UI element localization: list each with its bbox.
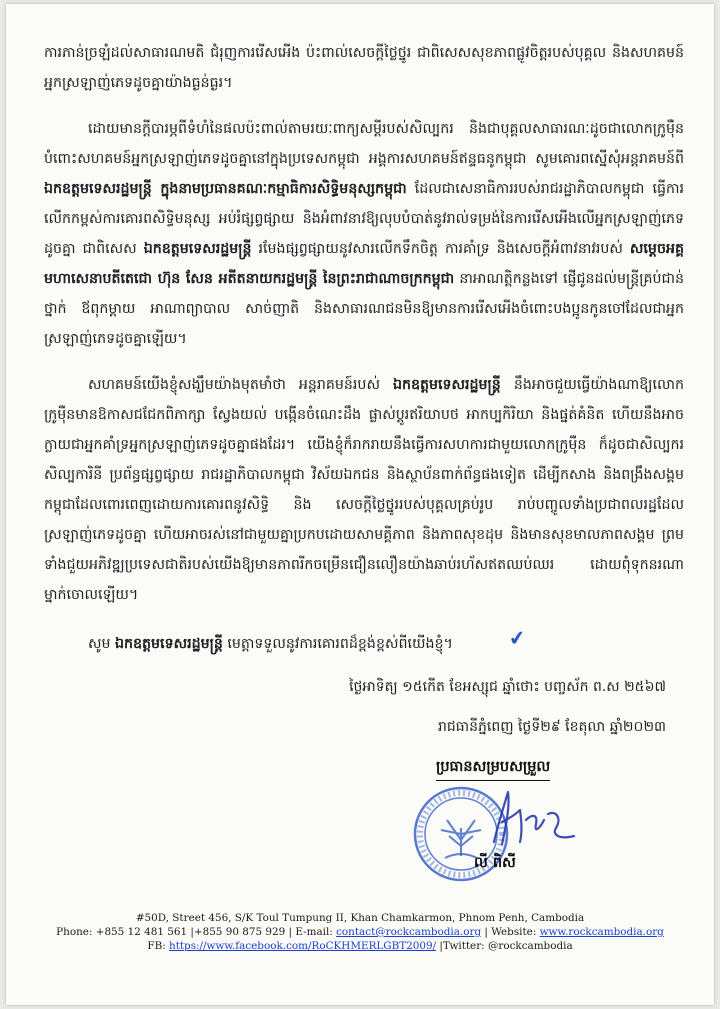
bold-former-pm: សម្តេចអគ្គមហាសេនាបតីតេជោ ហ៊ុន សែន អតីតនាយករដ្ឋមន្ត្រី នៃព្រះរាជាណាចក្រកម្ពុជា — [44, 241, 684, 287]
paragraph-3-text: សហគមន៍យើងខ្ញុំសង្ឃឹមយ៉ាងមុតមាំថា អន្តរាគមន៍របស់ — [88, 377, 380, 393]
letterhead-footer — [6, 911, 714, 953]
paragraph-3-text: នឹងអាចជួយធ្វើយ៉ាងណាឱ្យលោកក្រូម៉ឺនមានឱកាសជជែកពិភាក្សា ស្វែងយល់ បង្កើនចំណេះដឹង ផ្លាស់ប្តូរឥរិយាបថ អាកប្បកិរិយា និងផ្នត់គំនិត ហើយនឹងអាចក្លាយជាអ្នកគាំទ្រអ្នកស្រឡាញ់ភេទដូចគ្នាផងដែរ។ យើងខ្ញុំក៏រាករាយនឹងធ្វើការសហការជាមួយលោកក្រូម៉ឺន ក៏ដូចជាសិល្បករ សិល្បការិនី ប្រព័ន្ធផ្សព្វផ្សាយ រាជរដ្ឋាភិបាលកម្ពុជា វិស័យឯកជន និងស្ថាប័នពាក់ព័ន្ធផងទៀត ដើម្បីកសាង និងពង្រឹងសង្គមកម្ពុជាដែលពោរពេញដោយការគោរពនូវសិទ្ធិ និង សេចក្តីថ្លៃថ្នូររបស់បុគ្គលគ្រប់រូប រាប់បញ្ចូលទាំងប្រជាពលរដ្ឋដែលស្រឡាញ់ភេទដូចគ្នា ហើយអាចរស់នៅជាមួយគ្នាប្រកបដោយសាមគ្គីភាព និងភាពសុខដុម និងមានសុខមាលភាពសង្គម ព្រមទាំងជួយអភិវឌ្ឍប្រទេសជាតិរបស់យើងឱ្យមានភាពរីកចម្រើនជឿនលឿនយ៉ាងឆាប់រហ័សឥតឈប់ឈរ ដោយពុំទុកនរណាម្នាក់ចោលឡើយ។ — [44, 377, 684, 603]
bold-recipient-name: ឯកឧត្តមទេសរដ្ឋមន្ត្រី — [393, 377, 501, 393]
bold-recipient-title: ឯកឧត្តមទេសរដ្ឋមន្ត្រី ក្នុងនាមប្រធានគណៈកម្មាធិការសិទ្ធិមនុស្សកម្ពុជា — [44, 181, 407, 197]
footer-fb-label: FB: — [147, 940, 170, 952]
bold-recipient-name: ឯកឧត្តមទេសរដ្ឋមន្ត្រី — [143, 241, 252, 257]
paragraph-4 — [44, 626, 684, 659]
paragraph-1-text: ការភាន់ច្រឡំដល់សាធារណមតិ ជំរុញការរើសអើង ប៉ះពាល់សេចក្តីថ្លៃថ្នូរ ជាពិសេសសុខភាពផ្លូវចិត្តរបស់បុគ្គល និងសហគមន៍អ្នកស្រឡាញ់ភេទដូចគ្នាយ៉ាងធ្ងន់ធ្ងរ។ — [44, 45, 684, 91]
paragraph-4-text: សូម — [88, 636, 111, 652]
footer-phone: Phone: +855 12 481 561 |+855 90 875 929 | E-mail: — [56, 926, 337, 938]
signer-name: លី ពិសី — [474, 855, 516, 871]
paragraph-1 — [44, 38, 684, 98]
letter-page — [6, 4, 714, 1005]
footer-website-link[interactable]: www.rockcambodia.org — [539, 926, 664, 938]
handwritten-signature-icon — [476, 784, 586, 854]
footer-contact-line — [6, 925, 714, 939]
footer-address: #50D, Street 456, S/K Toul Tumpung II, Khan Chamkarmon, Phnom Penh, Cambodia — [135, 912, 585, 924]
signer-title: ប្រធានសម្របសម្រួល — [436, 758, 550, 781]
lunar-date: ថ្ងៃអាទិត្យ ១៥កើត ខែអស្សុជ ឆ្នាំថោះ បញ្ចស័ក ព.ស ២៥៦៧ — [349, 679, 666, 695]
paragraph-4-text: មេត្តាទទួលនូវការគោរពដ៏ខ្ពង់ខ្ពស់ពីយើងខ្ញុំ។ — [227, 636, 453, 652]
footer-website-label: | Website: — [481, 926, 540, 938]
footer-twitter: |Twitter: @rockcambodia — [436, 940, 573, 952]
paragraph-3 — [44, 370, 684, 610]
paragraph-2-text: រមែងផ្សព្វផ្សាយនូវសារលើកទឹកចិត្ត ការគាំទ្រ និងសេចក្តីអំពាវនាវរបស់ — [258, 241, 623, 257]
solar-date: រាជធានីភ្នំពេញ ថ្ងៃទី២៩ ខែតុលា ឆ្នាំ២០២៣ — [438, 719, 666, 735]
footer-social-line — [6, 939, 714, 953]
paragraph-2-text: ដែលជាសេនាធិការរបស់រាជរដ្ឋាភិបាលកម្ពុជា ធ្វើការលើកកម្ពស់ការគោរពសិទ្ធិមនុស្ស អប់រំផ្សព្វផ្សាយ និងអំពាវនាវឱ្យលុបបំបាត់នូវរាល់ទម្រង់នៃការរើសអើងលើអ្នកស្រឡាញ់ភេទដូចគ្នា ជាពិសេស — [44, 181, 684, 257]
footer-facebook-link[interactable]: https://www.facebook.com/RoCKHMERLGBT2009/ — [169, 940, 437, 952]
bold-recipient-name: ឯកឧត្តមទេសរដ្ឋមន្ត្រី — [115, 636, 223, 652]
paragraph-2 — [44, 114, 684, 354]
paragraph-2-text: នាអាណត្តិកន្លងទៅ ផ្ញើជូនដល់មន្ត្រីគ្រប់ជាន់ថ្នាក់ ឪពុកម្តាយ អាណាព្យាបាល សាច់ញាតិ និងសាធារណជនមិនឱ្យមានការរើសអើងចំពោះបងប្អូនកូនចៅដែលជាអ្នកស្រឡាញ់ភេទដូចគ្នាឡើយ។ — [44, 271, 685, 347]
footer-email-link[interactable]: contact@rockcambodia.org — [336, 926, 482, 938]
checkmark-icon: ✔ — [507, 624, 528, 651]
paragraph-2-text: ដោយមានក្តីបារម្ភពីទំហំនៃផលប៉ះពាល់តាមរយៈពាក្យសម្តីរបស់សិល្បករ និងជាបុគ្គលសាធារណៈដូចជាលោកក្រូម៉ឺន បំពោះសហគមន៍អ្នកស្រឡាញ់ភេទដូចគ្នានៅក្នុងប្រទេសកម្ពុជា អង្គការសហគមន៍ឥន្ទធនូកម្ពុជា សូមគោរពស្នើសុំអន្តរាគមន៍ពី — [44, 121, 684, 167]
letter-body — [44, 38, 684, 675]
